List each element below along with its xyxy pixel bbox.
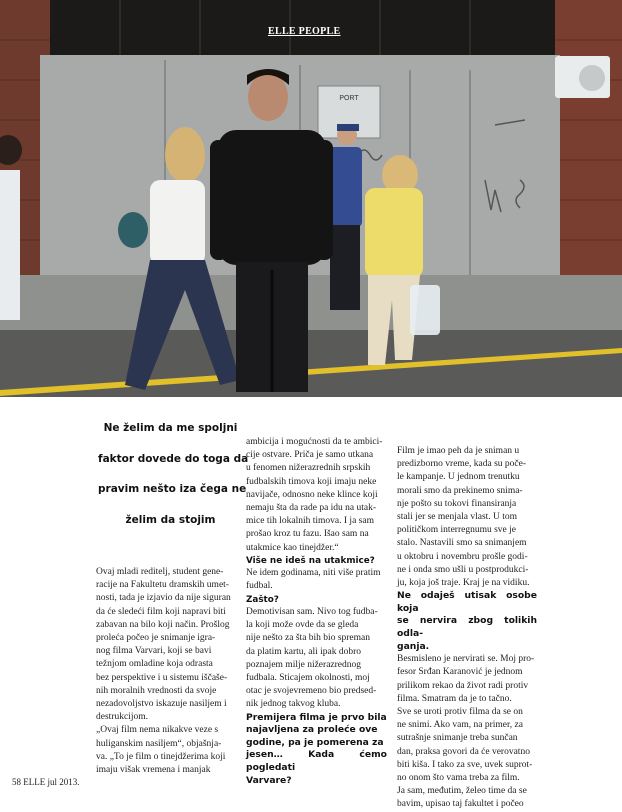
body-line: ne i onda smo ušli u postprodukci- xyxy=(397,564,529,575)
pull-quote-line: Ne želim da me spoljni xyxy=(103,422,238,434)
body-line: otac je svojevremeno bio predsed- xyxy=(246,686,377,697)
body-line: stalo. Nastavili smo sa snimanjem xyxy=(397,538,527,549)
street-photo xyxy=(0,0,622,397)
interview-question: godine, pa je pomerena za xyxy=(246,736,384,748)
body-line: prilikom rekao da život radi protiv xyxy=(397,680,529,691)
photo-illustration xyxy=(0,0,622,397)
body-line: zabavan na bilo koji način. Prošlog xyxy=(96,619,230,630)
body-column-2 xyxy=(246,436,387,787)
body-line: težnjom omladine koja odrasta xyxy=(96,659,213,670)
pull-quote-line: pravim nešto iza čega ne xyxy=(98,483,247,495)
body-line: filma. Smatram da je to tačno. xyxy=(397,693,512,704)
body-line: fudbalskih timova koji imaju neke xyxy=(246,476,377,487)
body-line: „Ovaj film nema nikakve veze s xyxy=(96,725,219,736)
body-line: Ne idem godinama, niti više pratim xyxy=(246,568,381,579)
body-column-3 xyxy=(397,445,537,812)
pull-quote xyxy=(98,413,249,535)
body-line: mice tih lokalnih timova. I ja sam xyxy=(246,516,374,527)
body-line: sutrašnje snimanje treba sunčan xyxy=(397,733,518,744)
body-column-1 xyxy=(96,566,246,777)
body-line: bez perspektive i u sistemu iščaše- xyxy=(96,672,228,683)
body-line: političkom interregnumu sve je xyxy=(397,525,516,536)
body-line: u fenomen nižerazrednih srpskih xyxy=(246,463,371,474)
body-line: Ja sam, međutim, želeo time da se xyxy=(397,786,527,797)
pull-quote-line: faktor dovede do toga da xyxy=(98,452,249,465)
body-line: proleća počeo je snimanje igra- xyxy=(96,633,216,644)
body-line: ambicija i mogućnosti da te ambici- xyxy=(246,437,383,447)
body-line: nosti, tada je izjavio da nije siguran xyxy=(96,593,231,604)
interview-question: Varvare? xyxy=(246,774,292,786)
body-line: bavim, upisao taj fakultet i počeo xyxy=(397,799,524,810)
pull-quote-line: želim da stojim xyxy=(125,513,216,526)
body-line: Film je imao peh da je sniman u xyxy=(397,446,520,456)
body-line: imaju višak vremena i manjak xyxy=(96,765,211,776)
body-line: fudbala. Sticajem okolnosti, moj xyxy=(246,673,370,684)
body-line: Sve se uroti protiv filma da se on xyxy=(397,707,523,718)
body-line: prošao kroz tu fazu. Išao sam na xyxy=(246,529,369,540)
page-folio: 58 ELLE jul 2013. xyxy=(12,777,80,787)
body-line: da platim kartu, ali ipak dobro xyxy=(246,646,362,657)
body-line: nje pošto su tokovi finansiranja xyxy=(397,498,517,509)
body-line: nije nešto za šta bih bio spreman xyxy=(246,633,370,644)
body-line: predizborno vreme, kada su poče- xyxy=(397,459,526,470)
body-line: Ovaj mladi reditelj, student gene- xyxy=(96,567,224,577)
body-line: va. „To je film o tinejdžerima koji xyxy=(96,751,226,762)
body-line: nemaju šta da rade pa idu na utak- xyxy=(246,503,377,514)
body-line: ne snimi. Ako vam, na primer, za xyxy=(397,720,523,731)
body-line: utakmice kao tinejdžer.“ xyxy=(246,542,339,553)
body-line: Besmisleno je nervirati se. Moj pro- xyxy=(397,654,535,665)
body-line: poznajem milje nižerazrednog xyxy=(246,659,362,670)
body-line: nik jednog takvog kluba. xyxy=(246,699,341,710)
interview-question: ganja. xyxy=(397,640,430,652)
interview-question: Ne odaješ utisak osobe koja xyxy=(397,590,537,614)
body-line: dan, praksa govori da će verovatno xyxy=(397,746,530,757)
interview-question: Više ne ideš na utakmice? xyxy=(246,555,375,566)
interview-question: najavljena za proleće ove xyxy=(246,724,378,736)
body-line: nog filma Varvari, koji se bavi xyxy=(96,646,212,657)
body-line: racije na Fakultetu dramskih umet- xyxy=(96,580,229,591)
body-line: la koji može ovde da se gleda xyxy=(246,620,359,631)
body-line: stali jer se menjala vlast. U tom xyxy=(397,512,518,523)
section-label: ELLE PEOPLE xyxy=(268,26,341,37)
sign-text: PORT xyxy=(339,95,359,102)
body-line: nih moralnih vrednosti da svoje xyxy=(96,685,217,696)
interview-question: se nervira zbog tolikih odla- xyxy=(397,615,537,640)
body-line: nezadovoljstvo iskazuje nasiljem i xyxy=(96,699,227,710)
body-line: navijače, odnosno neke klince koji xyxy=(246,489,378,500)
body-line: fesor Srđan Karanović je jednom xyxy=(397,667,523,678)
body-line: morali smo da prekinemo snima- xyxy=(397,485,523,496)
body-line: u oktobru i novembru prošle godi- xyxy=(397,551,528,562)
body-line: fudbal. xyxy=(246,581,273,592)
body-line: no onom što vama treba za film. xyxy=(397,773,520,784)
body-line: da će sledeći film koji napravi biti xyxy=(96,606,226,617)
interview-question: Premijera filma je prvo bila xyxy=(246,711,387,723)
interview-question: Zašto? xyxy=(246,594,279,605)
body-line: destrukcijom. xyxy=(96,712,148,723)
body-line: Demotivisan sam. Nivo tog fudba- xyxy=(246,607,378,618)
interview-question: jesen… Kada ćemo pogledati xyxy=(246,749,387,774)
body-line: ju, koja još traje. Kraj je na vidiku. xyxy=(397,578,530,589)
body-line: cije ostvare. Priča je samo utkana xyxy=(246,450,374,461)
body-line: biti kiša. I tako za sve, uvek suprot- xyxy=(397,759,533,770)
body-line: huliganskim nasiljem“, objašnja- xyxy=(96,738,222,749)
body-line: le kampanje. U jednom trenutku xyxy=(397,472,520,483)
